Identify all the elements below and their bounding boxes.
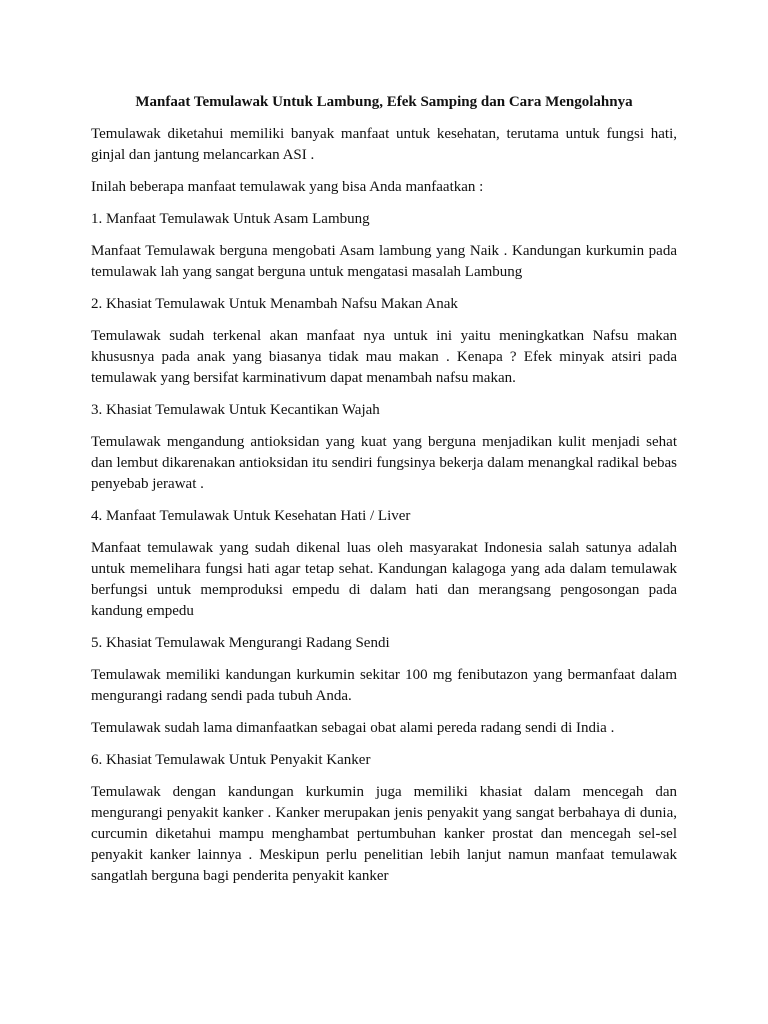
section-5-paragraph-2: Temulawak sudah lama dimanfaatkan sebagai obat alami pereda radang sendi di India . (91, 720, 615, 736)
section-6-paragraph-1: Temulawak dengan kandungan kurkumin juga memiliki khasiat dalam mencegah dan mengurangi penyakit kanker . Kanker merupakan jenis penyakit yang sangat berbahaya di dunia, curcumin diketahui mampu menghambat pertumbuhan kanker prostat dan mencegah sel-sel penyakit kanker lainnya . Meskipun perlu penelitian lebih lanjut namun manfaat temulawak sangatlah berguna bagi penderita penyakit kanker (91, 784, 677, 884)
section-3-heading: 3. Khasiat Temulawak Untuk Kecantikan Wajah (91, 402, 380, 418)
lead-paragraph: Inilah beberapa manfaat temulawak yang bisa Anda manfaatkan : (91, 179, 484, 195)
section-3-paragraph-1: Temulawak mengandung antioksidan yang kuat yang berguna menjadikan kulit menjadi sehat dan lembut dikarenakan antioksidan itu sendiri fungsinya bekerja dalam menangkal radikal bebas penyebab jerawat . (91, 434, 677, 492)
section-1-heading: 1. Manfaat Temulawak Untuk Asam Lambung (91, 211, 370, 227)
section-5-paragraph-1: Temulawak memiliki kandungan kurkumin sekitar 100 mg fenibutazon yang bermanfaat dalam mengurangi radang sendi pada tubuh Anda. (91, 667, 677, 704)
section-6-heading: 6. Khasiat Temulawak Untuk Penyakit Kanker (91, 752, 371, 768)
section-2-paragraph-1: Temulawak sudah terkenal akan manfaat nya untuk ini yaitu meningkatkan Nafsu makan khususnya pada anak yang biasanya tidak mau makan . Kenapa ? Efek minyak atsiri pada temulawak yang bersifat karminativum dapat menambah nafsu makan. (91, 328, 677, 386)
section-1-paragraph-1: Manfaat Temulawak berguna mengobati Asam lambung yang Naik . Kandungan kurkumin pada temulawak lah yang sangat berguna untuk mengatasi masalah Lambung (91, 243, 677, 280)
section-4-heading: 4. Manfaat Temulawak Untuk Kesehatan Hati / Liver (91, 508, 411, 524)
document-title: Manfaat Temulawak Untuk Lambung, Efek Samping dan Cara Mengolahnya (135, 94, 633, 110)
section-5-heading: 5. Khasiat Temulawak Mengurangi Radang Sendi (91, 635, 390, 651)
section-4-paragraph-1: Manfaat temulawak yang sudah dikenal luas oleh masyarakat Indonesia salah satunya adalah untuk memelihara fungsi hati agar tetap sehat. Kandungan kalagoga yang ada dalam temulawak berfungsi untuk memproduksi empedu di dalam hati dan merangsang pengosongan pada kandung empedu (91, 540, 677, 619)
intro-paragraph: Temulawak diketahui memiliki banyak manfaat untuk kesehatan, terutama untuk fungsi hati, ginjal dan jantung melancarkan ASI . (91, 126, 677, 163)
section-2-heading: 2. Khasiat Temulawak Untuk Menambah Nafsu Makan Anak (91, 296, 458, 312)
